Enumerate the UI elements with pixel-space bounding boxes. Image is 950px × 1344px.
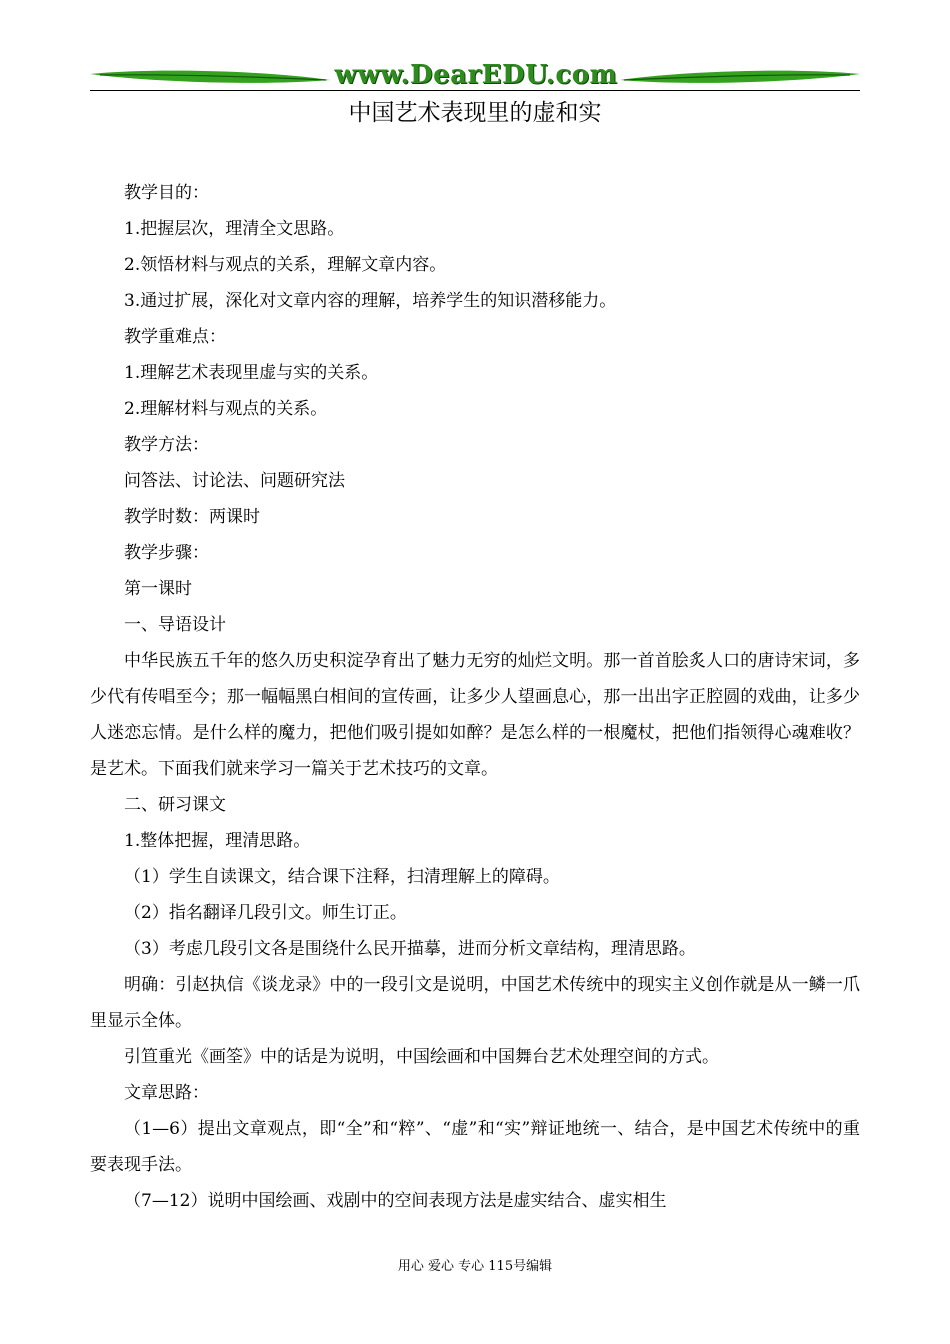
body-paragraph: 引笪重光《画筌》中的话是为说明，中国绘画和中国舞台艺术处理空间的方式。 [124,1047,719,1067]
body-paragraph: （7—12）说明中国绘画、戏剧中的空间表现方法是虚实结合、虚实相生 [124,1191,667,1211]
body-paragraph: 明确：引赵执信《谈龙录》中的一段引文是说明，中国艺术传统中的现实主义创作就是从一鳞一爪里显示全体。 [90,975,860,1031]
right-leaf-icon [620,68,860,86]
body-paragraph: （2）指名翻译几段引文。师生订正。 [124,903,407,923]
header-rule [90,90,860,91]
document-title: 中国艺术表现里的虚和实 [348,100,602,126]
body-paragraph: （1）学生自读课文，结合课下注释，扫清理解上的障碍。 [124,867,560,887]
body-paragraph: 二、研习课文 [124,795,226,815]
body-paragraph: 教学方法： [124,435,209,455]
body-paragraph: 1.理解艺术表现里虚与实的关系。 [124,363,379,383]
body-paragraph: （1—6）提出文章观点，即“全”和“粹”、“虚”和“实”辩证地统一、结合，是中国艺术传统中的重要表现手法。 [90,1119,860,1175]
body-paragraph: 1.把握层次，理清全文思路。 [124,219,345,239]
body-paragraph: 教学目的： [124,183,209,203]
body-paragraph: 一、导语设计 [124,615,226,635]
body-paragraph: 2.理解材料与观点的关系。 [124,399,328,419]
body-paragraph: 第一课时 [124,579,192,599]
body-paragraph: 1.整体把握，理清思路。 [124,831,311,851]
body-paragraph: 问答法、讨论法、问题研究法 [124,471,345,491]
body-paragraph: 教学步骤： [124,543,209,563]
body-paragraph: （3）考虑几段引文各是围绕什么民开描摹，进而分析文章结构，理清思路。 [124,939,696,959]
body-paragraph: 中华民族五千年的悠久历史积淀孕育出了魅力无穷的灿烂文明。那一首首脍炙人口的唐诗宋词，多少代有传唱至今；那一幅幅黑白相间的宣传画，让多少人望画息心，那一出出字正腔圆的戏曲，让多少人迷恋忘情。是什么样的魔力，把他们吸引提如如醉？是怎么样的一根魔杖，把他们指领得心魂难收？是艺术。下面我们就来学习一篇关于艺术技巧的文章。 [90,651,860,779]
body-paragraph: 2.领悟材料与观点的关系，理解文章内容。 [124,255,447,275]
document-body [90,175,860,1219]
left-leaf-icon [90,68,330,86]
body-paragraph: 文章思路： [124,1083,209,1103]
page-header [90,62,860,94]
body-paragraph: 3.通过扩展，深化对文章内容的理解，培养学生的知识潜移能力。 [124,291,617,311]
body-paragraph: 教学时数：两课时 [124,507,260,527]
body-paragraph: 教学重难点： [124,327,226,347]
site-logo: www.DearEDU.com [334,60,618,90]
page-footer: 用心 爱心 专心 115号编辑 [397,1259,553,1274]
